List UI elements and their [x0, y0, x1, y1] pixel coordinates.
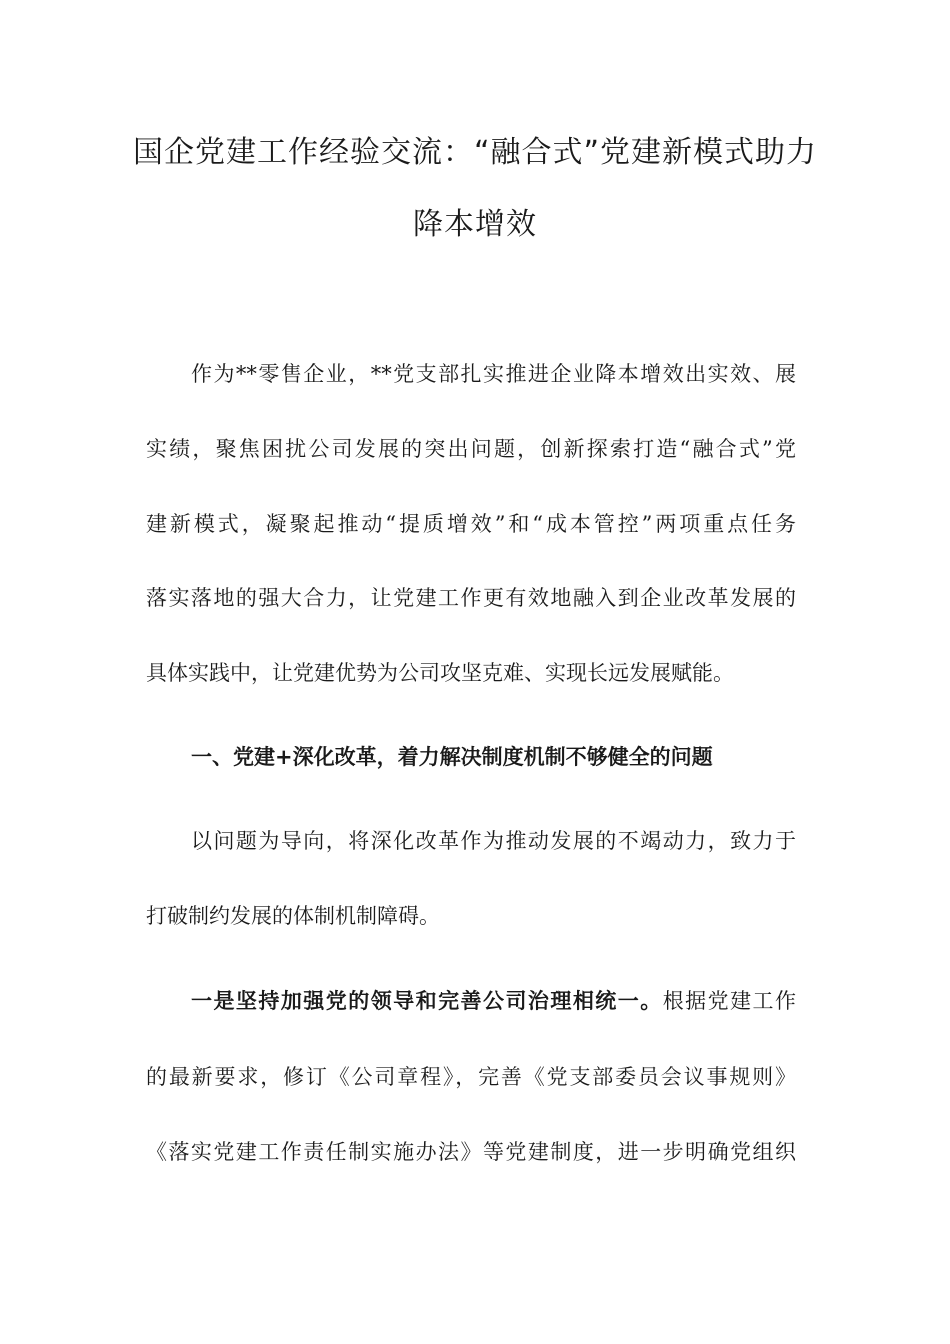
intro-line-2: 实绩，聚焦困扰公司发展的突出问题，创新探索打造“融合式”党 — [146, 437, 796, 461]
point-1-line-3: 《落实党建工作责任制实施办法》等党建制度，进一步明确党组织 — [146, 1140, 796, 1164]
intro-line-5: 具体实践中，让党建优势为公司攻坚克难、实现长远发展赋能。 — [146, 661, 734, 685]
section-1-line-1: 以问题为导向，将深化改革作为推动发展的不竭动力，致力于 — [191, 829, 796, 853]
section-1-heading: 一、党建+深化改革，着力解决制度机制不够健全的问题 — [191, 745, 713, 769]
point-1-line-2: 的最新要求，修订《公司章程》，完善《党支部委员会议事规则》 — [146, 1065, 796, 1089]
section-1-line-2: 打破制约发展的体制机制障碍。 — [146, 904, 440, 928]
point-1-lead: 一是坚持加强党的领导和完善公司治理相统一。 — [191, 989, 663, 1013]
document-title-line-2: 降本增效 — [413, 207, 537, 242]
intro-line-1: 作为**零售企业，**党支部扎实推进企业降本增效出实效、展 — [191, 362, 796, 386]
intro-line-4: 落实落地的强大合力，让党建工作更有效地融入到企业改革发展的 — [146, 586, 796, 610]
intro-line-3: 建新模式，凝聚起推动“提质增效”和“成本管控”两项重点任务 — [146, 512, 796, 536]
point-1-first-rest: 根据党建工作 — [662, 989, 797, 1013]
document-title-line-1: 国企党建工作经验交流：“融合式”党建新模式助力 — [132, 135, 818, 170]
point-1-line-1 — [191, 986, 796, 1016]
